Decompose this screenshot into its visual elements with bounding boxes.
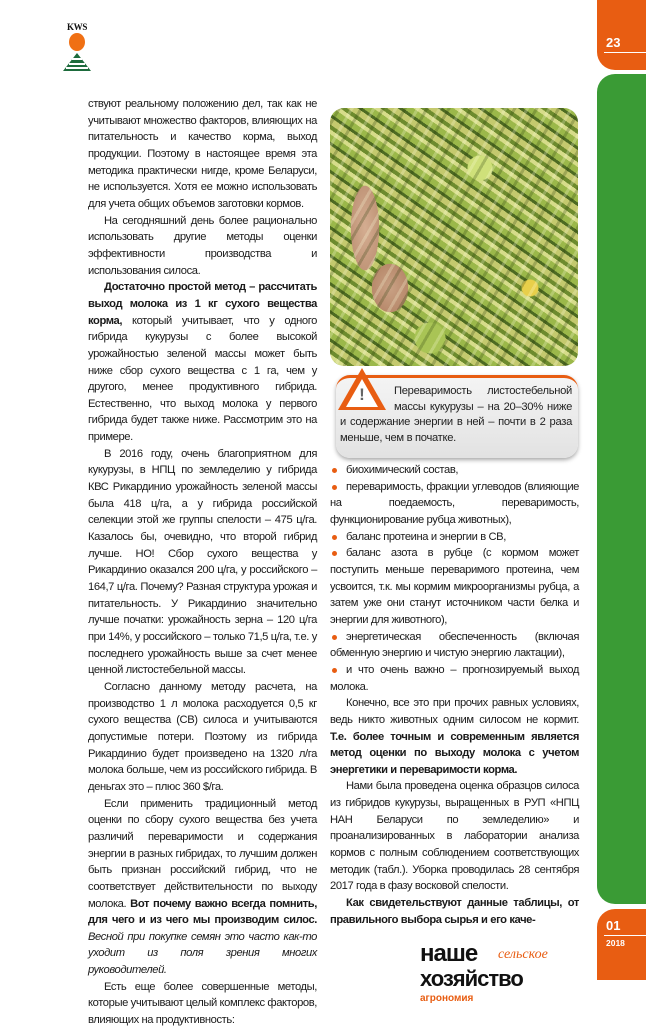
page-number: 23	[606, 35, 621, 50]
kws-logo	[60, 22, 94, 71]
logo-line2: хозяйство	[420, 966, 523, 992]
paragraph: Согласно данному методу расчета, на производство 1 л молока расходуется 0,5 кг сухого вещества (СВ) силоса и учитываются допустимые потери. Поэтому из гибрида Рикардинио будет произведено на 1320 л/га молока больше, чем из российского гибрида. В деньгах это – плюс 360 $/га.	[88, 680, 317, 793]
section-tab-green	[597, 74, 646, 904]
kws-logo-text: KWS	[66, 22, 88, 32]
list-item: переваримость, фракции углеводов (влияющие на поедаемость, переваримость, функционирование рубца животных),	[330, 479, 579, 529]
text: который учитывает, что у одного гибрида кукурузы с более высокой урожайностью зеленой массы может быть ниже сбор сухого вещества с 1 га, чем у другого, менее продуктивного гибрида. Естественно, что выход молока у первого гибрида будет также ниже. Рассмотрим это на примере.	[88, 314, 317, 444]
issue-underline	[604, 935, 646, 936]
magazine-logo	[420, 942, 590, 1006]
paragraph: Есть еще более совершенные методы, которые учитывают целый комплекс факторов, влияющих на продуктивность:	[88, 980, 317, 1027]
bold-text: Достаточно простой метод – рассчитать выход молока из 1 кг сухого вещества корма,	[88, 281, 317, 327]
paragraph	[330, 695, 579, 778]
right-column	[330, 462, 579, 928]
issue-number: 01	[606, 918, 621, 933]
right-column-wrapper	[330, 462, 579, 1006]
text: Если применить традиционный метод оценки по сбору сухого вещества без учета различий переваримости и содержания энергии в разных гибридах, то лучшим должен быть признан российский гибрид, что не соответствует действительности по выходу молока.	[88, 797, 317, 910]
kws-sun-icon	[69, 33, 85, 51]
paragraph: Как свидетельствуют данные таблицы, от правильного выбора сырья и его каче-	[330, 897, 579, 926]
silage-photo	[330, 108, 578, 366]
callout-text	[340, 384, 572, 446]
italic-text: Весной при покупке семян это часто как-то уходит из поля зрения многих руководителей.	[88, 930, 317, 977]
issue-year: 2018	[606, 938, 625, 948]
list-item: биохимический состав,	[330, 462, 579, 479]
paragraph: В 2016 году, очень благоприятном для кукурузы, в НПЦ по земледелию у гибрида КВС Рикардинио урожайность зеленой массы была 418 ц/га, а у гибрида российской селекции этой же группы спелости – 475 ц/га. Казалось бы, очевидно, что второй гибрид лучше. НО! Сбор сухого вещества у Рикардинио оказался 200 ц/га, у российского – 164,7 ц/га. Почему? Разная структура урожая и питательность. У Рикардинио значительно лучше початки: урожайность зерна – 120 ц/га при 14%, у российского – только 71,5 ц/га, т.е. у последнего урожайность выше за счет менее ценной листостебельной массы.	[88, 447, 317, 677]
bold-text: Т.е. более точным и современным является метод оценки по выходу молока с учетом энергетики и переваримости корма.	[330, 730, 579, 776]
list-item: баланс азота в рубце (с кормом может поступить меньше переваримого протеина, чем усвоится, т.к. мы кормим микроорганизмы рубца, а затем уже они станут источником части белка и энергии для животного),	[330, 545, 579, 628]
logo-line1: наше	[420, 940, 478, 968]
paragraph	[88, 796, 317, 979]
section-tab-top	[597, 0, 646, 70]
list-item: и что очень важно – прогнозируемый выход молока.	[330, 662, 579, 695]
paragraph: На сегодняшний день более рационально использовать другие методы оценки эффективности производства и использования силоса.	[88, 214, 317, 277]
bold-text: Вот почему важно всегда помнить, для чего и из чего мы производим силос.	[88, 897, 317, 927]
list-item: баланс протеина и энергии в СВ,	[330, 529, 579, 546]
logo-section: агрономия	[420, 993, 474, 1005]
exclamation-icon: !	[359, 385, 365, 404]
list-item: энергетическая обеспеченность (включая обменную энергию и чистую энергию лактации),	[330, 629, 579, 662]
left-column	[88, 96, 317, 1029]
text: Конечно, все это при прочих равных условиях, ведь никто животных одним силосом не кормит.	[330, 697, 579, 726]
paragraph: ствуют реальному положению дел, так как не учитывают множество факторов, влияющих на питательность и качество корма, выход продукции. Поэтому в настоящее время эта методика практически нигде, кроме Беларуси, не используется. Хотя ее можно использовать для учета общих объемов заготовки кормов.	[88, 98, 317, 210]
paragraph	[88, 279, 317, 446]
kws-field-icon	[63, 53, 91, 71]
logo-script: сельское	[498, 947, 548, 963]
paragraph: Нами была проведена оценка образцов силоса из гибридов кукурузы, выращенных в РУП «НПЦ НАН Беларуси по земледелию» и проанализированных в лаборатории анализа кормов с полным соблюдением соответствующих методик (табл.). Уборка проводилась 28 сентября 2017 года в фазу восковой спелости.	[330, 780, 579, 893]
factor-list	[330, 462, 579, 695]
callout-body: Переваримость листостебельной массы кукурузы – на 20–30% ниже и содержание энергии в ней – почти в 2 раза меньше, чем в початке.	[340, 385, 572, 444]
page-number-underline	[604, 52, 646, 53]
